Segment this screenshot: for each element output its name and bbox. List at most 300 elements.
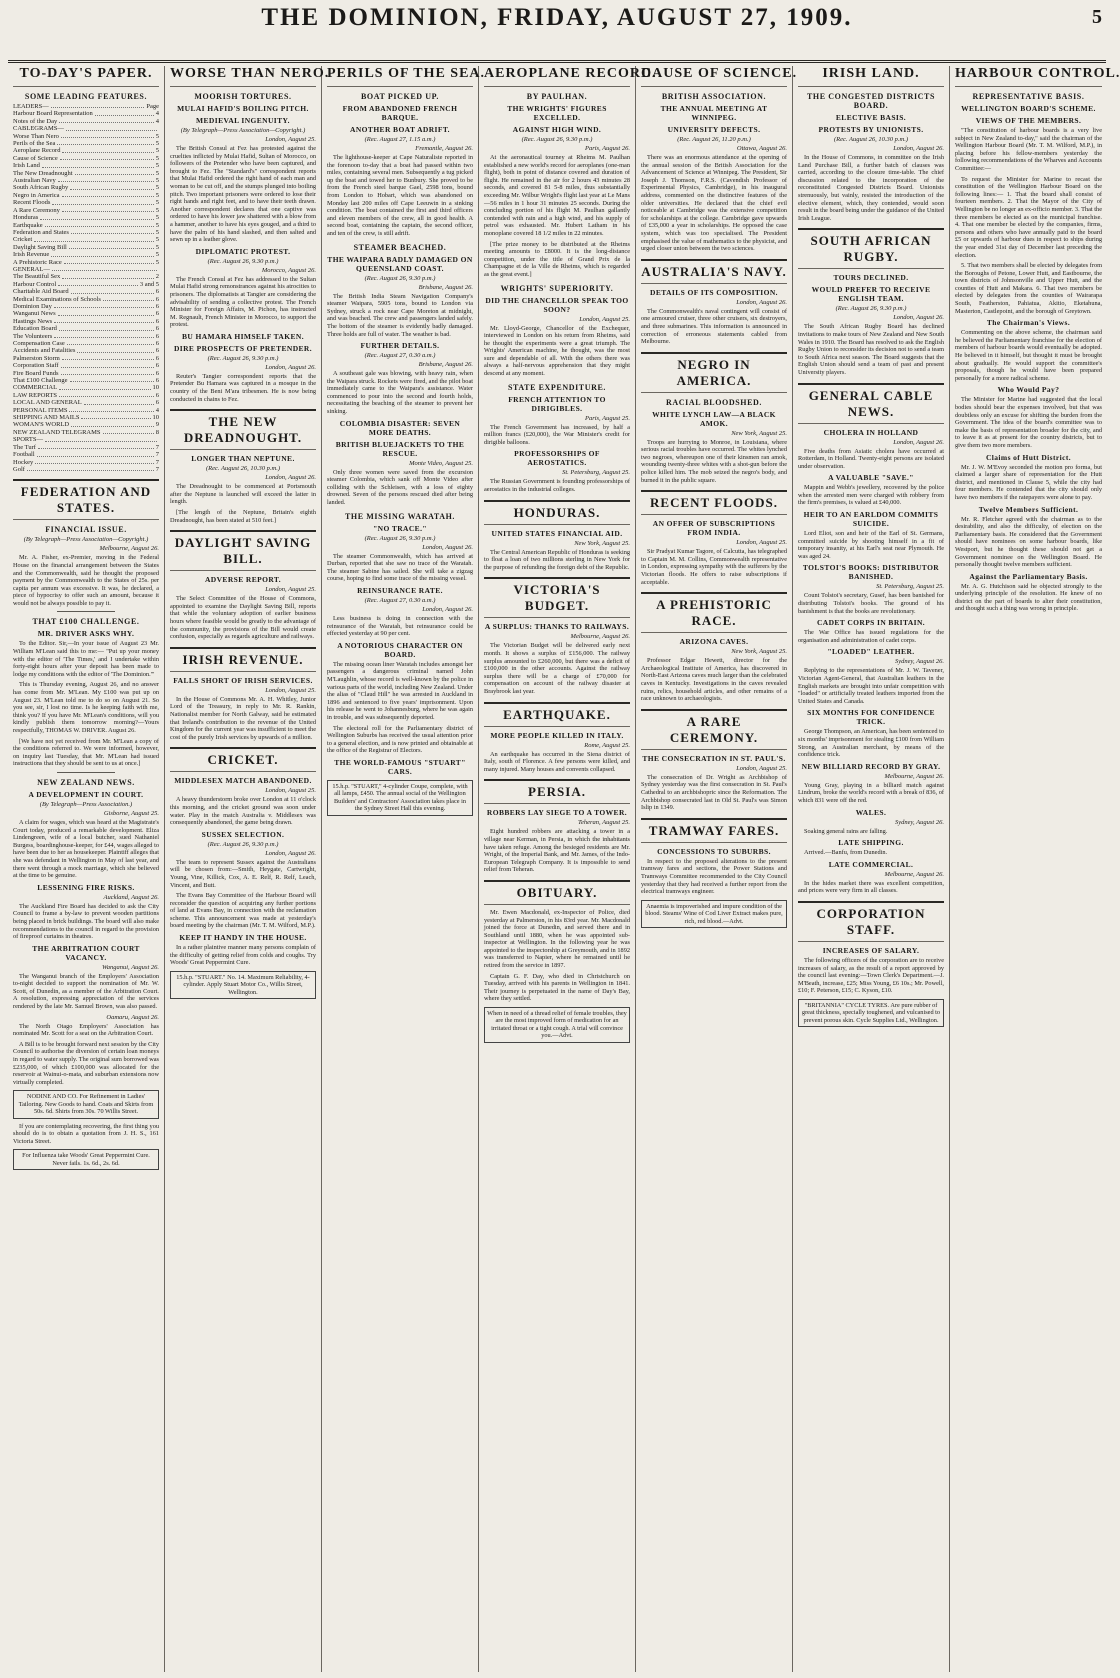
article-note: [The length of the Neptune, Britain's eighth Dreadnought, has been stated at 510 feet.] [170,509,316,524]
article-text: In the House of Commons, in committee on the Irish Land Purchase Bill, a further batch of clauses was carried, according to the closure time-table. The chief discussion related to the incorporation of the reconstituted Congested Districts Board. Unionists strenuously, but vainly, resisted the introduction of the elective element, which, they contended, would soon result in the board being under the guidance of the United Irish League. [798,154,944,222]
index-leader [61,362,154,367]
section-heading: EARTHQUAKE. [484,702,630,727]
subheading: NEW ZEALAND NEWS. [37,777,135,787]
index-label: The Volunteers [13,332,53,340]
index-label: SHIPPING AND MAILS [13,414,80,422]
subheading: Claims of Hutt District. [985,452,1071,462]
index-row [13,370,159,377]
index-leader [45,436,157,441]
place-dateline: New York, August 25. [731,429,787,437]
index-label: Corporation Staff [13,362,59,370]
subheading: AGAINST HIGH WIND. [512,125,602,134]
index-page: 5 [155,251,159,259]
index-label: Notes of the Day [13,117,58,125]
index-page: 6 [155,332,159,340]
index-label: That £100 Challenge [13,377,68,385]
index-label: Dominion Day [13,302,52,310]
index-leader [62,273,153,278]
article-text: Young Gray, playing in a billiard match against Lindrum, broke the world's record with a break of 836, of which 831 were off the red. [798,781,944,804]
subheading: WELLINGTON BOARD'S SCHEME. [961,104,1096,113]
index-row [13,177,159,184]
subheading: THE WAIPARA BADLY DAMAGED ON QUEENSLAND COAST. [327,254,473,273]
subheading: DID THE CHANCELLOR SPEAK TOO SOON? [485,295,629,314]
index-row [13,199,159,206]
article-text: Mr. A. Fisher, ex-Premier, moving in the Federal House on the financial arrangement between the States and the Commonwealth, said he thought the proposed payment by the Commonwealth to the States of 25s. per capita per annum was excessive. It was, he declared, a piece of hypocrisy to offer such an amount, because it would not be always possible to pay it. [13,554,159,607]
place-dateline: London, August 25. [736,539,787,547]
place-dateline: Oamaru, August 26. [106,1013,159,1021]
article-text: Less business is doing in connection with the reinsurance of the Waratah, but reinsurance could be effected yesterday at 90 per cent. [327,615,473,638]
subheading: "LOADED" LEATHER. [827,647,915,657]
place-dateline: Monte Video, August 25. [409,459,473,467]
index-page: 7 [155,458,159,466]
index-page: 8 [155,428,159,436]
index-label: Medical Examinations of Schools [13,295,101,303]
advertisement: "BRITANNIA" CYCLE TYRES. Are pure rubber of great thickness, specially toughened, and vulcanised to prevent porous skin. Cycle Supplies Ltd., Wellington. [798,999,944,1027]
subheading: PROTESTS BY UNIONISTS. [818,125,924,134]
index-leader [59,325,154,330]
index-leader [59,118,154,123]
section-heading: HONDURAS. [484,500,630,525]
article-text: Commenting on the above scheme, the chairman said he believed the Parliamentary franchise for the election of members of harbour boards would eventually be adopted. He believed in it himself, but thought it must be brought about gradually. He would support the committee's proposals, though he would have been prepared personally for a more radical scheme. [955,329,1102,382]
index-page: 9 [155,421,159,429]
place-dateline: London, August 26. [422,543,473,551]
index-label: Irish Land [13,162,40,170]
section-heading: SOUTH AFRICAN RUGBY. [798,228,944,269]
index-label: Perils of the Sea [13,140,56,148]
subheading: MIDDLESEX MATCH ABANDONED. [174,776,312,786]
index-leader [35,459,154,464]
subheading: CADET CORPS IN BRITAIN. [816,618,926,628]
subheading: ELECTIVE BASIS. [835,113,907,122]
place-dateline: Teheran, August 25. [577,819,630,827]
place-dateline: Rome, August 25. [584,741,630,749]
place-dateline: New York, August 25. [574,539,630,547]
article-text: The steamer Commonwealth, which has arrived at Durban, reported that she saw no trace of the Waratah. The steamer Sabine has sailed. She will take a zigzag course, hoping to find some trace of the missing vessel. [327,552,473,583]
subheading: WOULD PREFER TO RECEIVE ENGLISH TEAM. [811,285,931,304]
index-label: Wanganui News [13,310,56,318]
place-dateline: Morocco, August 26. [261,266,316,274]
article-text: Count Tolstoi's secretary, Gusef, has been banished for distributing Tolstoi's books. The ground of his banishment is that the books are revolutionary. [798,592,944,615]
index-label: Cricket [13,236,33,244]
subheading: A DEVELOPMENT IN COURT. [28,789,144,799]
subheading: CHOLERA IN HOLLAND [823,427,919,437]
subheading: MULAI HAFID'S BOILING PITCH. [177,104,309,113]
article-text: The North Otago Employers' Association has nominated Mr. Scott for a seat on the Arbitration Court. [13,1022,159,1038]
article-text: The Victorian Budget will be delivered early next month. It shows a surplus of £156,000. The railway surplus amounted to £260,000, but there was a deficit of £100,000 in the other accounts. Against the railway surplus there will be a charge of £70,000 for compensation on account of the railway disaster at Braybrook last year. [484,642,630,695]
article-text: George Thompson, an American, has been sentenced to six months' imprisonment for stealing £100 from William Strong, an Australian merchant, by means of the confidence trick. [798,728,944,759]
index-label: GENERAL— [13,265,50,273]
index-leader [61,133,154,138]
subheading: ROBBERS LAY SIEGE TO A TOWER. [486,808,628,818]
index-label: Golf [13,465,25,473]
index-label: Football [13,451,35,459]
article-text: Mr. R. Fletcher agreed with the chairman as to the desirability, and also the difficulty, of election on the Parliamentary basis. He considered that the Government should have nominees on some harbour boards, like Westport, but he thought these should not get a Government nominee on the Wellington Board. He personally thought twelve members sufficient. [955,515,1102,569]
index-page: 6 [155,391,159,399]
article-text: In the House of Commons Mr. A. H. Whitley, Junior Lord of the Treasury, in reply to Mr. R. Rankin, Nationalist member for North Galway, said he estimated that Ireland's contribution to the revenue of the United Kingdom for the current year was insufficient to meet the cost of the purely Irish services by upwards of a million. [170,695,316,741]
index-leader [62,192,154,197]
article-text: Mr. J. W. M'Evoy seconded the motion pro forma, but claimed a larger share of representation for the Hutt district, and mentioned in Clause 5, while the city had four members. He contended that the city should only have two members if the ratepayers were alone to pay. [955,463,1102,501]
subheading: FURTHER DETAILS. [360,341,440,351]
article-text: There was an enormous attendance at the opening of the annual session of the British Association for the Advancement of Science at Winnipeg. The President, Sir Joseph J. Thomson, F.R.S. (Cavendish Professor of Experimental Physics, Cambridge), in his inaugural address, commented on the distinctive features of the older universities. He declared that the chief evil noticeable at Cambridge was the extensive competition for scholarships at the college. Cambridge gave upwards of £35,000 a year in scholarships. He opposed the case system, which was too specialised. The President emphasised the value of mathematics to the physicist, and urged closer union between the two sciences. [641,154,788,253]
index-row [13,296,159,303]
index-leader [27,466,154,471]
subheading: VIEWS OF THE MEMBERS. [975,116,1082,125]
index-page: 6 [155,317,159,325]
index-label: Compensation Case [13,340,65,347]
index-label: Recent Floods [13,199,51,207]
article-text: Captain G. F. Day, who died in Christchurch on Tuesday, arrived with his parents in Wellington in 1841. Their journey is perpetuated in the name of Day's Bay, where they settled. [484,972,630,1003]
index-leader [59,392,154,397]
article-text: The South African Rugby Board has declined invitations to make tours of New Zealand and New South Wales in 1910. The Board has resolved to ask the English Rugby Union to reconsider its decision not to send a team to South Africa next season. The Board suggests that the English Union should send a team of past and present University players. [798,323,944,376]
column-heading: HARBOUR CONTROL. [955,66,1102,87]
index-row [13,251,159,258]
article-text: The Russian Government is founding professorships of aerostatics in the industrial colleges. [484,478,630,494]
column-heading: WORSE THAN NERO. [170,66,316,87]
index-page: 6 [155,288,159,296]
subheading: BY PAULHAN. [526,92,588,101]
section-heading: RECENT FLOODS. [641,490,787,515]
subheading: CONCESSIONS TO SUBURBS. [657,846,771,856]
index-row [13,362,159,369]
subheading: ARIZONA CAVES. [679,637,749,647]
column-heading: TO-DAY'S PAPER. [13,66,159,87]
dateline: (Rec. August 26, 9.30 p.m.) [835,305,907,313]
index-leader [60,155,154,160]
subheading: MEDIEVAL INGENUITY. [196,116,290,125]
index-page: 5 [155,199,159,207]
index-row [13,192,159,199]
index-leader [57,140,153,145]
subheading: Twelve Members Sufficient. [978,504,1079,514]
index-label: PERSONAL ITEMS [13,406,68,414]
article-text: A southeast gale was blowing, with heavy rain, when the Waipara struck. Rockets were fired, and the pilot boat immediately came to the Waipara's assistance. Water commenced to pour into the second and fourth holds, necessitating the beaching of the steamer to prevent her sinking. [327,370,473,416]
index-page: 7 [155,443,159,451]
index-row [13,162,159,169]
subheading: DIRE PROSPECTS OF PRETENDER. [173,343,313,353]
place-dateline: London, August 26. [265,474,316,482]
dateline: (Rec. August 26, 10.30 p.m.) [833,136,909,143]
index-row [13,325,159,332]
subheading: FINANCIAL ISSUE. [45,525,127,535]
index-page: 6 [155,354,159,362]
index-row [13,444,159,451]
article-text: The Select Committee of the House of Commons, appointed to examine the Daylight Saving Bill, reports that while the voluntary adoption of earlier business hours where feasible would be greatly to the advantage of the community, the provisions of the Bill would create confusion, especially as regards agriculture and railways. [170,595,316,641]
article-text: Mr. Lloyd-George, Chancellor of the Exchequer, interviewed in London on his return from Rheims, said he thought the experiments were a great triumph. The Wrights' American machine, he thought, was the most sure and dependable of all. With the others there was always a half-nervous apprehension that they might descend at any moment. [484,324,630,378]
subheading: Who Would Pay? [997,385,1060,395]
index-leader [64,259,154,264]
subheading: REINSURANCE RATE. [357,586,443,595]
article-text: Mappin and Webb's jewellery, recovered by the police when the arrested men were charged with robbery from the firm's premises, is valued at £40,000. [798,484,944,507]
dateline: (Rec. August 26, 9.30 p.m.) [207,257,279,265]
subheading: TOLSTOI'S BOOKS: DISTRIBUTOR BANISHED. [802,563,940,582]
section-heading: VICTORIA'S BUDGET. [484,577,630,618]
index-leader [51,251,153,256]
place-dateline: Auckland, August 26. [103,893,159,901]
index-row [13,459,159,466]
dateline: (Rec. August 26, 9.30 p.m.) [207,354,279,362]
index-leader [66,125,157,130]
article-text: In the hides market there was excellent competition, and prices were very firm in all classes. [798,879,944,895]
place-dateline: Melbourne, August 26. [884,772,944,780]
divider [57,611,115,612]
index-leader [34,236,154,241]
column-heading: AEROPLANE RECORD. [484,66,630,87]
column-heading: IRISH LAND. [798,66,944,87]
place-dateline: Fremantle, August 26. [415,145,473,152]
index-row [13,303,159,310]
index-leader [81,414,150,419]
index-row [13,436,159,443]
index-row [13,207,159,214]
index-page: 6 [155,377,159,385]
index-leader [70,184,154,189]
subheading: THE ANNUAL MEETING AT WINNIPEG. [660,104,768,122]
index-page: 5 [155,191,159,199]
article-text: The following officers of the corporation are to receive increases of salary, as the result of a report approved by the council last evening:—Town Clerk's Department.—J. M'Beath, increase, £25; Miss Young, £6 10s.; Mr. Powell, £10; F. Peterson, £15; C. Kyson, £10. [798,956,944,995]
subheading: LATE SHIPPING. [838,838,904,848]
subheading: "NO TRACE." [373,523,427,533]
index-row [13,429,159,436]
article-text: The consecration of Dr. Wright as Archbishop of Sydney yesterday was the first consecration in St. Paul's Cathedral to an archbishopric since the Reformation. The Archbishop consecrated last in Old St. Paul's was Simon Islip in 1349. [641,773,787,812]
index-label: Harbour Control [13,280,57,288]
column-heading: PERILS OF THE SEA. [327,66,473,87]
subheading: DETAILS OF ITS COMPOSITION. [650,287,778,297]
place-dateline: Melbourne, August 26. [884,870,944,878]
subheading: THE WRIGHTS' FIGURES EXCELLED. [507,104,607,122]
subheading: STEAMER BEACHED. [353,242,447,252]
article-text: Sir Pradyat Kumar Tagore, of Calcutta, has telegraphed to Captain M. M. Collins, Commonwealth representative in London, expressing sympathy with the sufferers by the Victorian floods. He offers to raise subscriptions if acceptable. [641,548,787,586]
index-label: A Rare Ceremony [13,206,60,214]
index-label: A Prehistoric Race [13,258,62,266]
index-page: 6 [155,347,159,355]
section-heading: GENERAL CABLE NEWS. [798,383,944,424]
index-label: WOMAN'S WORLD [13,421,70,429]
subheading: WRIGHTS' SUPERIORITY. [500,283,614,293]
subheading: INCREASES OF SALARY. [822,945,920,955]
article-text: 5. That two members shall be elected by delegates from the Boroughs of Petone, Lower Hutt, and Eastbourne, the town districts of Johnsonville and Upper Hutt, and the counties of Hutt and Makara. 6. That two members be elected by delegates from the counties of Wairarapa South, Featherston, Pahiatua, Akitio, Eketahuna, Masterton, Castlepoint, and the borough of Greytown. [955,262,1102,315]
index-row [13,222,159,229]
article-text: A claim for wages, which was heard at the Magistrate's Court today, produced a remarkable development. Eliza Lindengreen, wife of a local butcher, sued Nathaniel Burgess, boardinghouse-keeper, for £44, wages alleged to have been due to her as housekeeper. Plaintiff alleges that she was defendant in Wellington in May of last year, and there went through a mock marriage, which she believed at the time to be genuine. [13,818,159,880]
place-dateline: London, August 26. [265,363,316,371]
dateline: (By Telegraph—Press Association—Copyright.) [23,536,149,544]
index-leader [62,355,154,360]
subheading: SUSSEX SELECTION. [201,829,285,839]
index-label: Worse Than Nero [13,132,59,140]
article-text: The Evans Bay Committee of the Harbour Board will reconsider the question of acquiring any further portions of land at Evans Bay, in connection with the reclamation scheme. This announcement was made at yesterday's board meeting by the chairman (Mr. T. M. Wilford, M.P.). [170,892,316,930]
subheading: TOURS DECLINED. [833,273,909,283]
section-heading: CRICKET. [170,747,316,772]
index-leader [95,110,154,115]
index-page: 5 [155,184,159,192]
index-row [13,340,159,347]
subheading: MORE PEOPLE KILLED IN ITALY. [490,730,624,740]
index-page: 10 [152,384,159,392]
article-text: The missing ocean liner Waratah includes amongst her passengers a dangerous criminal named John M'Laughlin, whose record is well-known by the police in various parts of the world, including New Zealand. Under the alias of "Claud Hill" he was arrested in Auckland in 1896 and sentenced to five years' imprisonment. Upon his release he went to Johannesburg, where he was again in trouble, and was subsequently deported. [327,660,473,721]
subheading: DIPLOMATIC PROTEST. [195,246,291,256]
index-row [13,384,159,391]
index-leader [71,421,154,426]
subheading: THE ARBITRATION COURT VACANCY. [32,943,140,962]
index-page: 6 [155,310,159,318]
index-row [13,451,159,458]
index-page: 5 [155,228,159,236]
index-page: 6 [155,302,159,310]
index-page: 5 [155,169,159,177]
index-leader [70,377,154,382]
index-label: Negro in America [13,191,60,199]
place-dateline: Gisborne, August 25. [103,809,159,817]
contents-index [13,103,159,473]
index-label: Charitable Aid Board [13,288,69,296]
dateline: (Rec. August 27, 0.30 a.m.) [364,597,436,604]
index-label: Irish Revenue [13,251,50,259]
index-leader [84,399,154,404]
index-leader [59,384,150,389]
subheading: BRITISH BLUEJACKETS TO THE RESCUE. [335,439,465,458]
article-text: The Commonwealth's naval contingent will consist of one armoured cruiser, three other cruisers, six destroyers, and three submarines. This information is announced in correction of erroneous statements cabled from Melbourne. [641,307,787,346]
section-heading: IRISH REVENUE. [170,647,316,672]
dateline: (Rec. August 27, 0.30 a.m.) [364,352,436,360]
article-text: The team to represent Sussex against the Australians will be chosen from:—Smith, Heygate, Cartwright, Young, Vine, Killick, Cox, A. E. Relf, R. Relf, Leach, Vincent, and Butt. [170,858,316,889]
subheading: A SURPLUS: THANKS TO RAILWAYS. [484,622,630,632]
index-page: 5 [155,258,159,266]
index-label: Education Board [13,325,57,333]
index-leader [42,162,154,167]
article-text: The Dreadnought to be commenced at Portsmouth after the Neptune is launched will exceed the latter in length. [170,483,316,506]
index-label: Federation and States [13,228,69,236]
index-leader [58,281,138,286]
place-dateline: London, August 25. [265,136,316,143]
index-label: Palmerston Storm [13,354,60,362]
article-text: Reuter's Tangier correspondent reports that the Pretender Bu Hamara was captured in a mosque in the country of the Beni M'ara tribesmen. He is now being conducted in chains to Fez. [170,372,316,403]
place-dateline: London, August 26. [893,438,944,446]
index-row [13,244,159,251]
index-leader [54,333,153,338]
subheading: THE CONSECRATION IN ST. PAUL'S. [642,753,786,763]
article-text: Soaking general rains are falling. [804,827,888,835]
index-row [13,140,159,147]
dateline: (Rec. August 27, 1.15 a.m.) [364,136,436,143]
subheading: PROFESSORSHIPS OF AEROSTATICS. [514,449,600,468]
subheading: MOORISH TORTURES. [194,92,292,101]
section-heading: OBITUARY. [484,880,630,905]
subheading: THAT £100 CHALLENGE. [32,617,140,627]
section-heading: AUSTRALIA'S NAVY. [641,259,787,284]
dateline: (Rec. August 26, 9.30 p.m.) [364,274,436,282]
column-harbour-control [950,66,1120,1672]
index-row [13,266,159,273]
index-leader [54,303,154,308]
index-leader [58,310,154,315]
index-label: Aeroplane Record [13,147,61,155]
place-dateline: London, August 25. [736,764,787,772]
article-text: Troops are hurrying to Monroe, in Louisiana, where serious racial troubles have occurred. The whites lynched two negroes, whereupon one of their kinsmen ran amok, wounding twenty-three whites with a shot-gun before the police killed him. The mob seized the negro's body, and burned it in the public square. [641,438,787,484]
subheading: STATE EXPENDITURE. [507,382,607,392]
index-leader [61,370,154,375]
index-row [13,155,159,162]
dateline: (Rec. August 26, 9.30 p.m.) [521,136,593,143]
article-text: Mr. Ewen Macdonald, ex-Inspector of Police, died yesterday at Palmerston, in his 83rd year. Mr. Macdonald joined the force at Dunedin, and served there and in Southland until 1880, when he was appointed sub-inspector at Wellington. In the following year he was appointed to the inspectorship at Greymouth, and in 1892 was transferred to Napier, where he remained until he retired from the service in 1897. [484,908,630,970]
section-heading: TRAMWAY FARES. [641,818,787,843]
place-dateline: St. Petersburg, August 25. [562,469,630,477]
index-label: Accidents and Fatalities [13,347,76,355]
index-row [13,236,159,243]
section-heading: DAYLIGHT SAVING BILL. [170,530,316,571]
masthead [8,0,1106,63]
index-leader [77,347,153,352]
subheading: The Chairman's Views. [986,318,1071,328]
index-leader [69,244,154,249]
index-page: 2 [155,273,159,281]
index-row [13,407,159,414]
advertisement: NODINE AND CO. For Refinement in Ladies' Tailoring. New Goods to hand. Coats and Skirts from 50s. 6d. Shirts from 30s. 70 Willis Street. [13,1090,159,1118]
subheading: AN OFFER OF SUBSCRIPTIONS FROM INDIA. [652,519,776,538]
subheading: FROM ABANDONED FRENCH BARQUE. [342,104,458,122]
index-row [13,170,159,177]
article-text: An earthquake has occurred in the Siena district of Italy, south of Florence. A few persons were killed, and many injured. Many houses and convents collapsed. [484,750,630,773]
place-dateline: Brisbane, August 26. [418,361,473,369]
index-row [13,110,159,117]
subheading: UNITED STATES FINANCIAL AID. [491,528,623,538]
index-leader [51,103,145,108]
index-leader [67,340,154,345]
index-label: LAW REPORTS [13,391,57,399]
place-dateline: Sydney, August 26. [895,818,944,826]
subheading: LATE COMMERCIAL. [828,859,914,869]
index-page: 4 [155,117,159,125]
index-label: CABLEGRAMS— [13,125,64,133]
index-row [13,421,159,428]
advertisement: When in need of a thread relief of female troubles, they are the most improved form of medication for an irritated throat or a tight cough. A trial will convince you.—Advt. [484,1007,630,1043]
index-page: 5 [155,140,159,148]
place-dateline: Paris, August 26. [584,145,630,152]
subheading: HEIR TO AN EARLDOM COMMITS SUICIDE. [803,510,939,529]
column-aeroplane-record [479,66,657,1672]
index-leader [69,407,153,412]
place-dateline: London, August 25. [265,686,316,694]
index-page: 5 [155,214,159,222]
index-row [13,281,159,288]
column-perils-of-the-sea [322,66,486,1672]
article-text: Eight hundred robbers are attacking a tower in a village near Kerman, in Persia, in which the inhabitants have taken refuge. Among the besieged residents are Mr. Wright, of the Imperial Bank, and Mr. James, of the Indo-European Telegraph Company. It is impossible to send relief from Teheran. [484,828,630,874]
subheading: MR. DRIVER ASKS WHY. [37,629,135,639]
article-text: Replying to the representations of Mr. J. W. Tavener, Victorian Agent-General, that Australian leathers in the English markets are brought into unfair competition with "loaded" or artificially treated leathers imported from the United States and Canada. [798,667,944,705]
article-text: In respect to the proposed alterations to the present tramway fares and sections, the Power Stations and Tramways Committee recommended to the City Council yesterday that they had received a further report from the electrical tramways engineer. [641,857,787,896]
subheading: LONGER THAN NEPTUNE. [191,454,295,464]
place-dateline: Wanganui, August 26. [101,963,159,971]
article-text: A Bill is to be brought forward next session by the City Council to authorise the diversion of certain loan moneys in regard to water supply. The original sum borrowed was £235,000, of which £100,000 was allocated for the reservoir at Wainui-o-mata, and suburban extensions now virtually completed. [13,1040,159,1086]
index-label: South African Rugby [13,184,69,192]
advertisement: 15.h.p. "STUART." No. 14. Maximum Reliability, 4-cylinder. Apply Stuart Motor Co., Willis Street, Wellington. [170,971,316,999]
subheading: BU HAMARA HIMSELF TAKEN. [182,331,304,341]
index-label: Harbour Board Representation [13,110,93,118]
index-label: Daylight Saving Bill [13,243,67,251]
index-leader [75,170,154,175]
index-page: 5 [155,221,159,229]
index-page: 6 [155,369,159,377]
article-text: Professor Edgar Hewett, director for the Archaeological Institute of America, has discovered in North-East Arizona caves much larger than the celebrated caves in Kentucky. Investigations in the caves revealed ruins, relics, household articles, and other remains of a race unknown to archaeologists. [641,657,787,703]
index-row [13,118,159,125]
index-row [13,229,159,236]
subheading: BRITISH ASSOCIATION. [661,92,767,101]
section-heading: CORPORATION STAFF. [798,901,944,942]
newspaper-title: THE DOMINION, FRIDAY, AUGUST 27, 1909. [261,4,853,31]
index-label: Honduras [13,214,39,222]
index-page: 7 [155,451,159,459]
index-page: 6 [155,362,159,370]
index-row [13,214,159,221]
index-leader [103,296,154,301]
